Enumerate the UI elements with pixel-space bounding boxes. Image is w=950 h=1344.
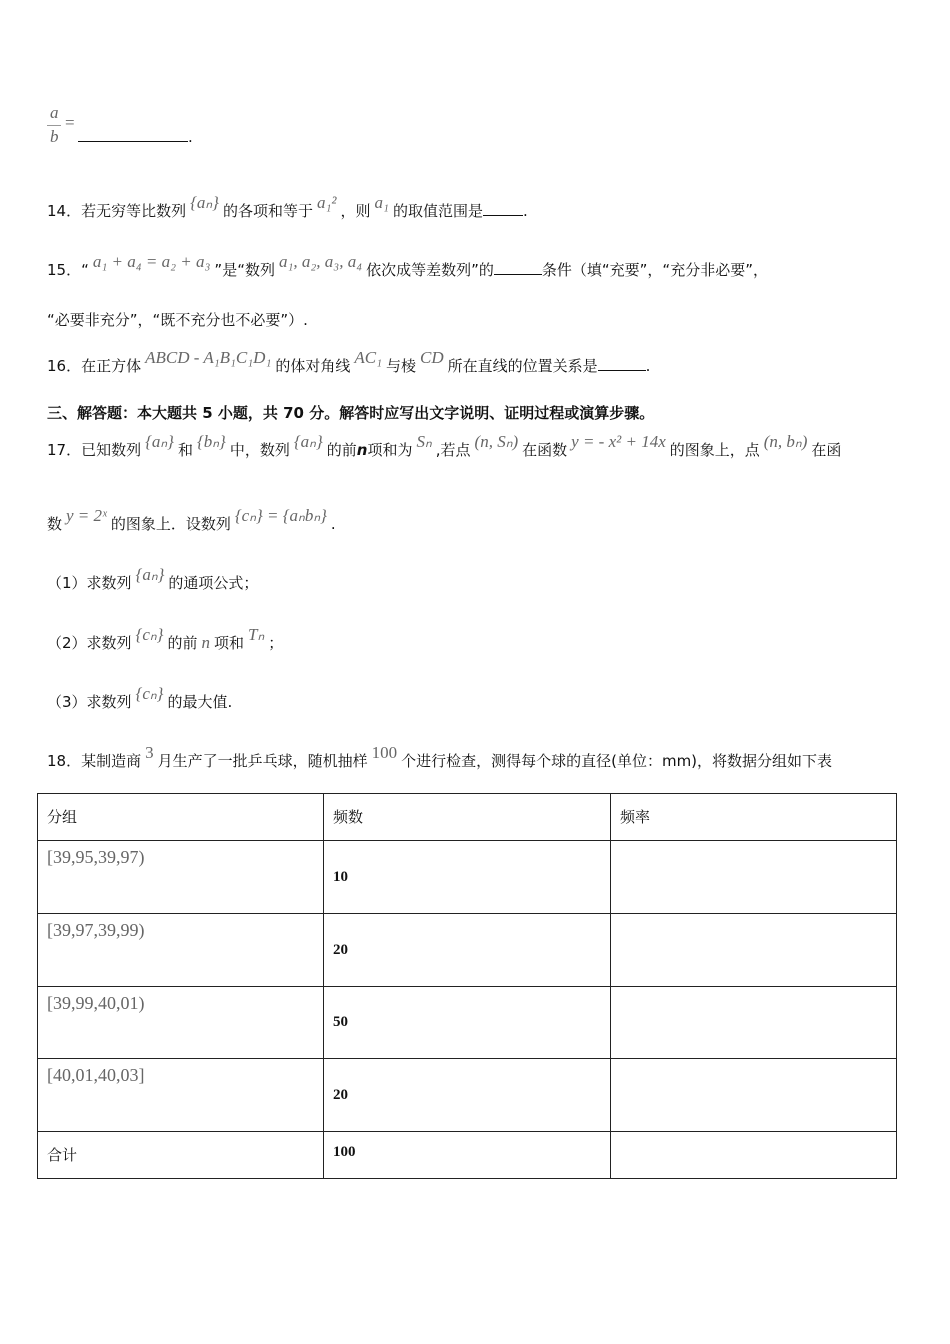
text: .: [330, 515, 336, 533]
text: 14．若无穷等比数列: [47, 202, 187, 220]
fraction-bar: [47, 125, 61, 126]
answer-blank[interactable]: [78, 141, 188, 142]
numerator: a: [50, 103, 59, 122]
count-cell: 10: [324, 841, 611, 914]
math: {cₙ}: [135, 625, 164, 644]
text: （3）求数列: [47, 693, 132, 711]
text: ,若点: [435, 441, 471, 459]
text: ，则: [340, 202, 371, 220]
text: 个进行检查，测得每个球的直径(单位：mm)，将数据分组如下表: [401, 752, 833, 770]
text: 与棱: [386, 357, 417, 375]
text: 和: [177, 441, 193, 459]
denominator: b: [50, 127, 59, 146]
text: 在函数: [522, 441, 568, 459]
text: ”是“数列: [214, 261, 275, 279]
question-17: [47, 432, 842, 460]
total-label: 合计: [38, 1132, 324, 1179]
math: a₁, a₂, a₃, a₄: [278, 252, 363, 271]
text: 月生产了一批乒乓球，随机抽样: [157, 752, 368, 770]
question-15-cont: [47, 309, 308, 330]
text: 的图象上．设数列: [110, 515, 231, 533]
text: ；: [268, 634, 284, 652]
text: 中，数列: [229, 441, 290, 459]
table-header-row: [38, 794, 897, 841]
math: CD: [420, 348, 444, 367]
text: 的前: [167, 634, 198, 652]
text: 15．“: [47, 261, 89, 279]
text: 的图象上，点: [669, 441, 760, 459]
table-row: [38, 841, 897, 914]
text: （1）求数列: [47, 574, 132, 592]
text: 的取值范围是: [392, 202, 483, 220]
answer-blank[interactable]: [598, 370, 646, 371]
frequency-table: [37, 793, 897, 1179]
math: (n, Sₙ): [474, 432, 519, 451]
table-row: [38, 1059, 897, 1132]
interval-cell: [39,95,39,97): [38, 841, 324, 914]
question-17-part-1: [47, 565, 259, 593]
frequency-cell[interactable]: [611, 1059, 897, 1132]
text: n: [356, 441, 368, 459]
count-cell: 50: [324, 987, 611, 1059]
text: 18．某制造商: [47, 752, 142, 770]
answer-blank[interactable]: [483, 215, 523, 216]
interval-cell: [39,97,39,99): [38, 914, 324, 987]
math: {aₙ}: [145, 432, 174, 451]
text: 在函: [811, 441, 842, 459]
equals-sign: =: [65, 113, 75, 132]
table-row: [38, 987, 897, 1059]
math: {cₙ} = {aₙbₙ}: [234, 506, 327, 525]
text: 的通项公式；: [168, 574, 259, 592]
interval-cell: [39,99,40,01): [38, 987, 324, 1059]
frequency-cell[interactable]: [611, 841, 897, 914]
text: 的各项和等于: [222, 202, 313, 220]
question-15: [47, 252, 768, 280]
section-3-heading: 三、解答题：本大题共 5 小题，共 70 分。解答时应写出文字说明、证明过程或演算步骤。: [47, 404, 655, 422]
text: 所在直线的位置关系是: [447, 357, 598, 375]
math: {aₙ}: [190, 193, 219, 212]
header-cell: 频率: [611, 794, 897, 841]
math: ABCD - A₁B₁C₁D₁: [145, 348, 272, 367]
math: (n, bₙ): [763, 432, 808, 451]
frequency-cell[interactable]: [611, 914, 897, 987]
total-frequency[interactable]: [611, 1132, 897, 1179]
frequency-cell[interactable]: [611, 987, 897, 1059]
math: y = - x² + 14x: [571, 432, 666, 451]
text: 项和为: [367, 441, 413, 459]
text: 条件（填“充要”，“充分非必要”，: [541, 261, 768, 279]
math: a₁ + a₄ = a₂ + a₃: [92, 252, 211, 271]
math: {aₙ}: [293, 432, 323, 451]
table-total-row: [38, 1132, 897, 1179]
count-cell: 20: [324, 914, 611, 987]
interval-cell: [40,01,40,03]: [38, 1059, 324, 1132]
text: 数: [47, 515, 63, 533]
text: 项和: [213, 634, 244, 652]
question-17-part-2: [47, 625, 284, 653]
math: Sₙ: [416, 432, 432, 451]
answer-blank[interactable]: [494, 274, 542, 275]
header-cell: 频数: [324, 794, 611, 841]
math: y = 2ˣ: [66, 506, 107, 525]
total-count: 100: [324, 1132, 611, 1179]
text: “必要非充分”，“既不充分也不必要”）.: [47, 311, 308, 329]
text: 的最大值.: [167, 693, 233, 711]
math: 3: [145, 743, 154, 762]
math: n: [201, 633, 210, 652]
table-row: [38, 914, 897, 987]
text: （2）求数列: [47, 634, 132, 652]
math: a₁²: [316, 193, 337, 212]
math: a₁: [374, 193, 389, 212]
text: .: [645, 357, 651, 375]
math: {cₙ}: [135, 684, 164, 703]
question-14: [47, 193, 528, 221]
text: 依次成等差数列”的: [366, 261, 494, 279]
text: 16．在正方体: [47, 357, 142, 375]
text: 17．已知数列: [47, 441, 142, 459]
question-17-part-3: [47, 684, 233, 712]
math: AC₁: [354, 348, 383, 367]
period: .: [188, 128, 193, 146]
math: 100: [371, 743, 398, 762]
text: 的体对角线: [275, 357, 351, 375]
header-cell: 分组: [38, 794, 324, 841]
math: {bₙ}: [196, 432, 226, 451]
count-cell: 20: [324, 1059, 611, 1132]
text: .: [522, 202, 528, 220]
math: {aₙ}: [135, 565, 165, 584]
question-17-cont: [47, 506, 336, 534]
math: Tₙ: [248, 625, 265, 644]
question-16: [47, 348, 651, 376]
text: 的前: [326, 441, 357, 459]
q13-answer: [78, 128, 193, 146]
question-18: [47, 743, 833, 771]
